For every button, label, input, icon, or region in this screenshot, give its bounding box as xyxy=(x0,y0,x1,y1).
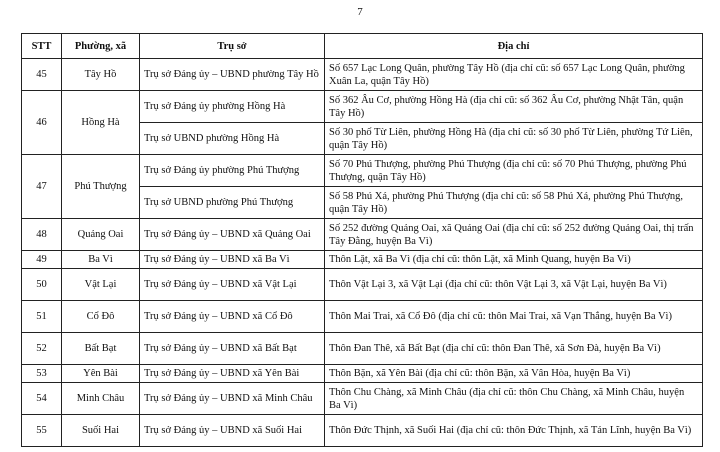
row-headquarters: Trụ sở UBND phường Hồng Hà xyxy=(140,123,325,155)
row-stt: 55 xyxy=(22,415,62,447)
row-stt: 53 xyxy=(22,365,62,383)
row-headquarters: Trụ sở Đảng ủy – UBND xã Suối Hai xyxy=(140,415,325,447)
row-address: Thôn Đức Thịnh, xã Suối Hai (địa chỉ cũ: thôn Đức Thịnh, xã Tản Lĩnh, huyện Ba Vì) xyxy=(325,415,703,447)
table-row xyxy=(22,415,703,447)
header-address: Địa chỉ xyxy=(325,34,703,59)
row-headquarters: Trụ sở Đảng ủy – UBND xã Yên Bài xyxy=(140,365,325,383)
row-ward: Minh Châu xyxy=(62,383,140,415)
row-stt: 47 xyxy=(22,155,62,219)
row-address: Thôn Bặn, xã Yên Bài (địa chỉ cũ: thôn Bặn, xã Vân Hòa, huyện Ba Vì) xyxy=(325,365,703,383)
row-ward: Hồng Hà xyxy=(62,91,140,155)
table-row xyxy=(22,91,703,123)
row-headquarters: Trụ sở Đảng ủy – UBND xã Ba Vì xyxy=(140,251,325,269)
row-stt: 54 xyxy=(22,383,62,415)
row-stt: 49 xyxy=(22,251,62,269)
row-address: Số 70 Phú Thượng, phường Phú Thượng (địa chỉ cũ: số 70 Phú Thượng, phường Phú Thượng, quận Tây Hồ) xyxy=(325,155,703,187)
row-headquarters: Trụ sở Đảng ủy – UBND xã Bất Bạt xyxy=(140,333,325,365)
row-headquarters: Trụ sở Đảng ủy – UBND xã Vật Lại xyxy=(140,269,325,301)
row-stt: 48 xyxy=(22,219,62,251)
row-headquarters: Trụ sở Đảng ủy phường Phú Thượng xyxy=(140,155,325,187)
table-row xyxy=(22,155,703,187)
header-stt: STT xyxy=(22,34,62,59)
table-row xyxy=(22,383,703,415)
row-stt: 50 xyxy=(22,269,62,301)
header-headquarters: Trụ sở xyxy=(140,34,325,59)
row-ward: Cổ Đô xyxy=(62,301,140,333)
row-address: Thôn Lặt, xã Ba Vì (địa chỉ cũ: thôn Lặt, xã Minh Quang, huyện Ba Vì) xyxy=(325,251,703,269)
row-headquarters: Trụ sở Đảng ủy – UBND xã Quảng Oai xyxy=(140,219,325,251)
row-stt: 46 xyxy=(22,91,62,155)
row-ward: Phú Thượng xyxy=(62,155,140,219)
row-ward: Bất Bạt xyxy=(62,333,140,365)
row-address: Số 58 Phú Xá, phường Phú Thượng (địa chỉ cũ: số 58 Phú Xá, phường Phú Thượng, quận Tây Hồ) xyxy=(325,187,703,219)
table-row xyxy=(22,301,703,333)
row-address: Thôn Vật Lại 3, xã Vật Lại (địa chỉ cũ: thôn Vật Lại 3, xã Vật Lại, huyện Ba Vì) xyxy=(325,269,703,301)
table-row xyxy=(22,333,703,365)
row-address: Số 30 phố Từ Liên, phường Hồng Hà (địa chỉ cũ: số 30 phố Từ Liên, phường Tứ Liên, quận Tây Hồ) xyxy=(325,123,703,155)
row-address: Thôn Chu Chàng, xã Minh Châu (địa chỉ cũ: thôn Chu Chàng, xã Minh Châu, huyện Ba Vì) xyxy=(325,383,703,415)
row-address: Thôn Mai Trai, xã Cổ Đô (địa chỉ cũ: thôn Mai Trai, xã Vạn Thắng, huyện Ba Vì) xyxy=(325,301,703,333)
row-headquarters: Trụ sở UBND phường Phú Thượng xyxy=(140,187,325,219)
row-address: Số 657 Lạc Long Quân, phường Tây Hồ (địa chỉ cũ: số 657 Lạc Long Quân, phường Xuân La, quận Tây Hồ) xyxy=(325,59,703,91)
ward-headquarters-table xyxy=(21,33,703,447)
header-ward: Phường, xã xyxy=(62,34,140,59)
row-ward: Suối Hai xyxy=(62,415,140,447)
row-ward: Ba Vì xyxy=(62,251,140,269)
row-ward: Yên Bài xyxy=(62,365,140,383)
table-header-row xyxy=(22,34,703,59)
page-number: 7 xyxy=(357,6,363,18)
table-row xyxy=(22,251,703,269)
table-row xyxy=(22,269,703,301)
row-address: Thôn Đan Thê, xã Bất Bạt (địa chỉ cũ: thôn Đan Thê, xã Sơn Đà, huyện Ba Vì) xyxy=(325,333,703,365)
row-ward: Quảng Oai xyxy=(62,219,140,251)
row-headquarters: Trụ sở Đảng ủy – UBND xã Minh Châu xyxy=(140,383,325,415)
row-headquarters: Trụ sở Đảng ủy – UBND phường Tây Hồ xyxy=(140,59,325,91)
table-row xyxy=(22,59,703,91)
row-stt: 51 xyxy=(22,301,62,333)
row-stt: 45 xyxy=(22,59,62,91)
row-stt: 52 xyxy=(22,333,62,365)
row-address: Số 252 đường Quảng Oai, xã Quảng Oai (địa chỉ cũ: số 252 đường Quảng Oai, thị trấn Tây Đằng, huyện Ba Vì) xyxy=(325,219,703,251)
table-row xyxy=(22,219,703,251)
row-headquarters: Trụ sở Đảng ủy – UBND xã Cổ Đô xyxy=(140,301,325,333)
row-headquarters: Trụ sở Đảng ủy phường Hồng Hà xyxy=(140,91,325,123)
table-row xyxy=(22,365,703,383)
row-address: Số 362 Âu Cơ, phường Hồng Hà (địa chỉ cũ: số 362 Âu Cơ, phường Nhật Tân, quận Tây Hồ) xyxy=(325,91,703,123)
row-ward: Tây Hồ xyxy=(62,59,140,91)
row-ward: Vật Lại xyxy=(62,269,140,301)
